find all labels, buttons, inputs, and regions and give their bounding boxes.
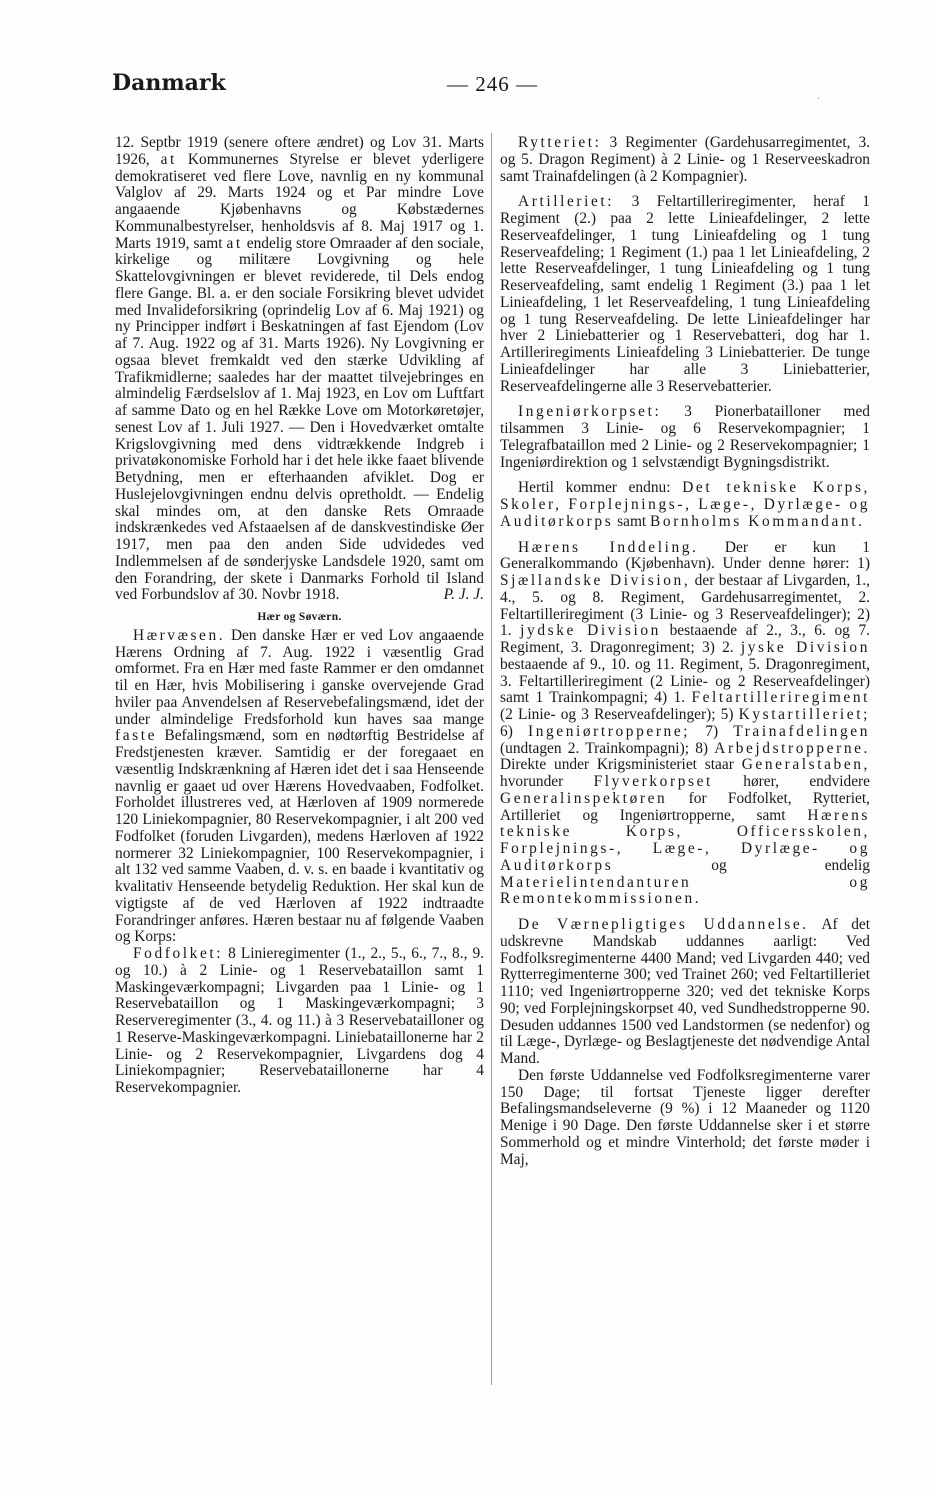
right-column: [500, 135, 870, 1168]
paragraph-haerens-inddeling: Hærens Inddeling. Der er kun 1 Generalkommando (Kjøbenhavn). Under denne hører: 1) Sjællandske Division, der bestaar af Livgarden, 1., 4., 5. og 8. Regiment, Gardehusarregimentet, 2. Feltartilleriregiment (3 Linie- og 3 Reserveafdelinger); 2) 1. jydske Division bestaaende af 2., 3., 6. og 7. Regiment, 3. Dragonregiment; 3) 2. jyske Division bestaaende af 9., 10. og 11. Regiment, 5. Dragonregiment, 3. Feltartilleriregiment (2 Linie- og 2 Reserveafdelinger) samt 1 Trainkompagni; 4) 1. Feltartilleriregiment (2 Linie- og 3 Reserveafdelinger); 5) Kystartilleriet; 6) Ingeniørtropperne; 7) Trainafdelingen (undtagen 2. Trainkompagni); 8) Arbejdstropperne. Direkte under Krigsministeriet staar Generalstaben, hvorunder Flyverkorpset hører, endvidere Generalinspektøren for Fodfolket, Rytteriet, Artilleriet og Ingeniørtropperne, samt Hærens tekniske Korps, Officersskolen, Forplejnings-, Læge-, Dyrlæge- og Auditørkorps og endelig Materielintendanturen og Remontekommissionen.: [500, 538, 870, 908]
paragraph-uddannelse: De Værnepligtiges Uddannelse. Af det udskrevne Mandskab uddannes aarligt: Ved Fodfolksregimenterne 4400 Mand; ved Livgarden 440; ved Rytterregimenterne 300; ved Trainet 260; ved Feltartilleriet 1110; ved Ingeniørtropperne 320; ved det tekniske Korps 90; ved Forplejningskorpset 40, ved Sundhedstropperne 90. Desuden uddannes 1500 ved Landstormen (se nedenfor) og til Læge-, Dyrlæge- og Beslagtjeneste det nødvendige Antal Mand.: [500, 916, 871, 1067]
paragraph-fodfolket: Fodfolket: 8 Linieregimenter (1., 2., 5., 6., 7., 8., 9. og 10.) à 2 Linie- og 1 Reservebataillon samt 1 Maskingeværkompagni; Livgarden paa 1 Linie- og 1 Reservebataillon og 1 Maskingeværkompagni; 3 Reserveregimenter (3., 4. og 11.) à 3 Reservebatailloner og 1 Reserve-Maskingeværkompagni. Liniebataillonerne har 2 Linie- og 2 Reservekompagnier, Livgardens dog 4 Liniekompagnier; Reservebataillonerne har 4 Reservekompagnier.: [115, 945, 484, 1096]
paragraph-hertil: Hertil kommer endnu: Det tekniske Korps, Skoler, Forplejnings-, Læge-, Dyrlæge- og Auditørkorps samt Bornholms Kommandant.: [500, 479, 870, 530]
page-number: — 246 —: [447, 72, 538, 96]
running-title: Danmark: [112, 70, 226, 96]
running-head: [112, 70, 872, 106]
column-divider: [491, 133, 492, 1385]
author-signature: P. J. J.: [443, 586, 484, 604]
margin-mark: .: [817, 88, 820, 102]
paragraph-foerste-uddannelse: Den første Uddannelse ved Fodfolksregimenterne varer 150 Dage; til fortsat Tjeneste ligger derefter Befalingsmandseleverne (9 %) i 12 Maaneder og 1120 Menige i 90 Dage. Den første Uddannelse sker i et større Sommerhold og et mindre Vinterhold; det første møder i Maj,: [500, 1066, 870, 1168]
section-heading: Hær og Søværn.: [257, 611, 342, 623]
paragraph-rytteriet: Rytteriet: 3 Regimenter (Gardehusarregimentet, 3. og 5. Dragon Regiment) à 2 Linie- og 1 Reserveeskadron samt Trainafdelingen (à 2 Kompagnier).: [500, 134, 870, 185]
paragraph-law-reform: 12. Septbr 1919 (senere oftere ændret) og Lov 31. Marts 1926, at Kommunernes Styrelse er blevet yderligere demokratiseret ved flere Love, navnlig en ny kommunal Valglov af 29. Marts 1924 og et Par mindre Love angaaende Kjøbenhavns og Købstædernes Kommunalbestyrelser, henholdsvis af 8. Maj 1917 og 1. Marts 1919, samt at endelig store Omraader af den sociale, kirkelige og militære Lovgivning og hele Skattelovgivningen er blevet reviderede, til Dels endog flere Gange. Bl. a. er den sociale Forsikring blevet udvidet med Invalideforsikring (oprindelig Lov af 6. Maj 1921) og ny Principper indført i Beskatningen af fast Ejendom (Lov af 7. Aug. 1922 og af 31. Marts 1926). Ny Lovgivning er ogsaa blevet fremkaldt ved den stærke Udvikling af Trafikmidlerne; saaledes har der maattet tilvejebringes en almindelig Færdselslov af 1. Maj 1923, en Lov om Luftfart af samme Dato og en hel Række Love om Motorkøretøjer, senest Lov af 1. Juli 1927. — Den i Hovedværket omtalte Krigslovgivning med dens vidtrækkende Indgreb i privatøkonomiske Forhold har i det hele ikke faaet blivende Betydning, men er efterhaanden afviklet. Dog er Huslejelovgivningen endnu delvis opretholdt. — Endelig skal mindes om, at den danske Rets Omraade indskrænkedes ved Afstaaelsen af de danskvestindiske Øer 1917, men paa den anden Side udvidedes ved Indlemmelsen af de sønderjyske Landsdele 1920, samt om den Forandring, der skete i Danmarks Forhold til Island ved Forbundslov af 30. Novbr 1918. P. J. J.: [115, 134, 484, 604]
paragraph-ingenioerkorpset: Ingeniørkorpset: 3 Pionerbatailloner med tilsammen 3 Linie- og 6 Reservekompagnier; 1 Telegrafbataillon med 2 Linie- og 2 Reservekompagnier; 1 Ingeniørdirektion og 1 selvstændigt Bygningsdistrikt.: [500, 403, 870, 471]
paragraph-artilleriet: Artilleriet: 3 Feltartilleriregimenter, heraf 1 Regiment (2.) paa 2 lette Linieafdelinger, 2 lette Reserveafdelinger, 1 tung Linieafdeling og 1 tung Reserveafdeling; 1 Regiment (1.) paa 1 let Linieafdeling, 2 lette Reserveafdelinger, 1 tung Linieafdeling og 1 tung Reserveafdeling, samt endelig 1 Regiment (3.) paa 1 let Linieafdeling, 1 let Reserveafdeling, 1 tung Linieafdeling og 1 tung Reserveafdeling. De lette Linieafdelinger har hver 2 Liniebatterier og 1 Reservebatteri, dog har 1. Artilleriregiments Linieafdeling 3 Liniebatterier. De tunge Linieafdelinger har alle 3 Liniebatterier, Reserveafdelingerne alle 3 Reservebatterier.: [500, 193, 870, 395]
left-column: [115, 135, 484, 1097]
paragraph-haervaesen: Hærvæsen. Den danske Hær er ved Lov angaaende Hærens Ordning af 7. Aug. 1922 i væsentlig Grad omformet. Fra en Hær med faste Rammer er den omdannet til en Hær, hvis Mobilisering i ganske overvejende Grad hviler paa Anvendelsen af Reservebefalingsmænd, idet der under almindelige Fredsforhold kun haves saa mange faste Befalingsmænd, som en nødtørftig Bestridelse af Fredstjenesten kræver. Samtidig er der foregaaet en væsentlig Indskrænkning af Hæren idet det i saa Henseende navnlig er gaaet ud over Hærens Hovedvaaben, Fodfolket. Forholdet illustreres ved, at Hærloven af 1909 normerede 120 Liniekompagnier, 80 Reservekompagnier, i alt 200 ved Fodfolket (foruden Livgarden), medens Hærloven af 1922 normerer 32 Liniekompagnier, 100 Reservekompagnier, i alt 132 ved samme Vaaben, d. v. s. en baade i kvantitativ og kvalitativ Henseende betydelig Reduktion. Her skal kun de vigtigste af de ved Hærloven af 1922 indtraadte Forandringer anføres. Hæren bestaar nu af følgende Vaaben og Korps:: [115, 626, 484, 946]
